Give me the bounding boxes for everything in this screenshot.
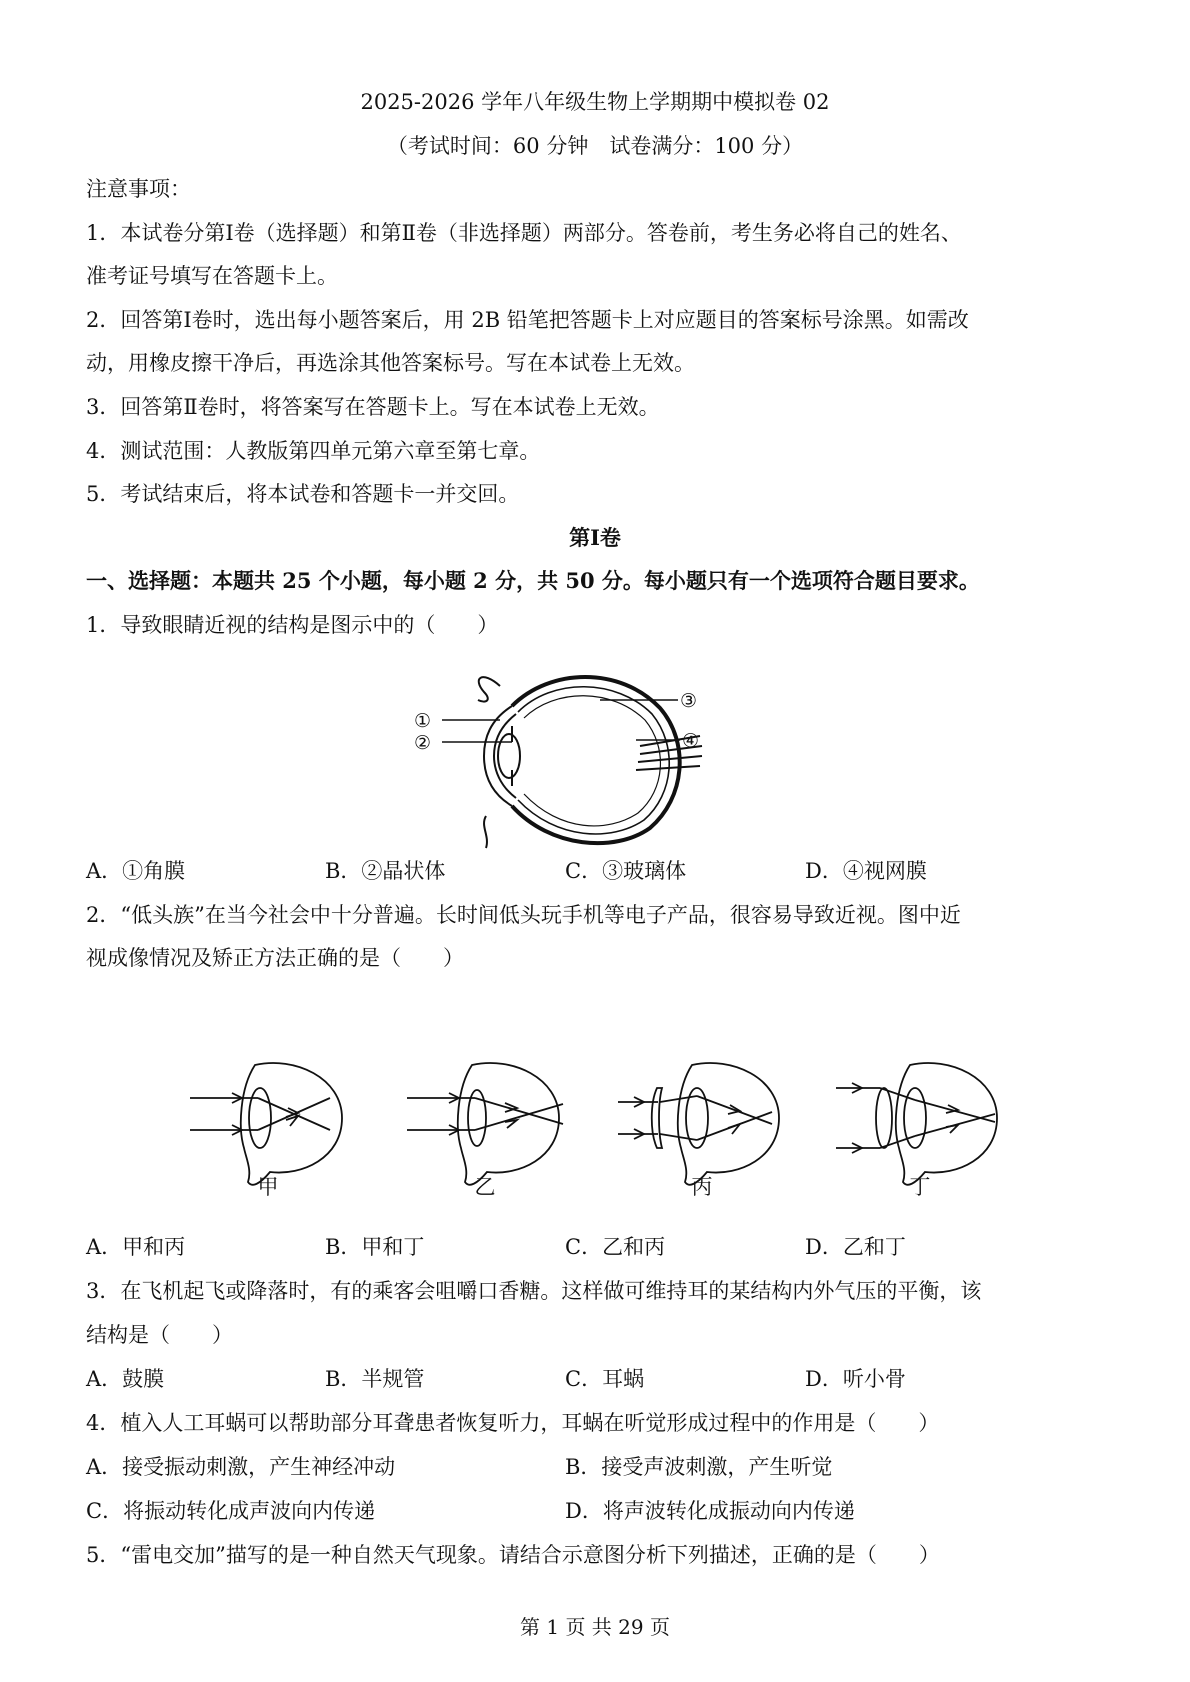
question-2-stem-line-2: 视成像情况及矫正方法正确的是（ ） — [86, 946, 464, 970]
notice-item: 准考证号填写在答题卡上。 — [86, 264, 338, 288]
notice-item: 4．测试范围：人教版第四单元第六章至第七章。 — [86, 439, 541, 463]
question-4-option-b: B．接受声波刺激，产生听觉 — [565, 1455, 833, 1479]
eye-structure-diagram — [400, 648, 720, 858]
notice-heading: 注意事项： — [86, 177, 191, 201]
question-2-option-d: D．乙和丁 — [805, 1235, 906, 1259]
question-1-option-b: B．②晶状体 — [325, 859, 446, 883]
question-2-option-b: B．甲和丁 — [325, 1235, 425, 1259]
question-5-stem: 5．“雷电交加”描写的是一种自然天气现象。请结合示意图分析下列描述，正确的是（ ） — [86, 1543, 940, 1567]
question-4-option-c: C．将振动转化成声波向内传递 — [86, 1499, 376, 1523]
question-3-stem-line-1: 3．在飞机起飞或降落时，有的乘客会咀嚼口香糖。这样做可维持耳的某结构内外气压的平衡，该 — [86, 1279, 982, 1303]
question-3-option-c: C．耳蜗 — [565, 1367, 645, 1391]
page-footer: 第 1 页 共 29 页 — [520, 1615, 670, 1639]
question-1-stem: 1．导致眼睛近视的结构是图示中的（ ） — [86, 613, 499, 637]
vision-diagram-jia — [180, 1058, 360, 1196]
section-title: 第Ⅰ卷 — [569, 525, 621, 550]
question-2-stem-line-1: 2．“低头族”在当今社会中十分普遍。长时间低头玩手机等电子产品，很容易导致近视。图中近 — [86, 903, 961, 927]
vision-label-bing: 丙 — [691, 1175, 713, 1196]
eye-label-3: ③ — [680, 690, 698, 712]
question-3-stem-line-2: 结构是（ ） — [86, 1323, 233, 1347]
eye-label-1: ① — [414, 710, 432, 732]
vision-label-jia: 甲 — [257, 1175, 279, 1196]
notice-item: 5．考试结束后，将本试卷和答题卡一并交回。 — [86, 482, 520, 506]
question-1-option-a: A．①角膜 — [86, 859, 186, 883]
question-1-option-c: C．③玻璃体 — [565, 859, 687, 883]
question-3-option-a: A．鼓膜 — [86, 1367, 165, 1391]
vision-label-ding: 丁 — [909, 1175, 931, 1196]
question-1-option-d: D．④视网膜 — [805, 859, 927, 883]
question-4-option-d: D．将声波转化成振动向内传递 — [565, 1499, 855, 1523]
exam-title: 2025-2026 学年八年级生物上学期期中模拟卷 02 — [360, 90, 830, 114]
question-2-option-c: C．乙和丙 — [565, 1235, 666, 1259]
notice-item: 2．回答第Ⅰ卷时，选出每小题答案后，用 2B 铅笔把答题卡上对应题目的答案标号涂黑。如需改 — [86, 308, 969, 332]
question-2-option-a: A．甲和丙 — [86, 1235, 186, 1259]
question-4-option-a: A．接受振动刺激，产生神经冲动 — [86, 1455, 396, 1479]
vision-diagram-yi — [397, 1058, 577, 1196]
eye-label-2: ② — [414, 732, 432, 754]
vision-diagram-ding — [830, 1058, 1010, 1196]
vision-label-yi: 乙 — [474, 1175, 496, 1196]
question-3-option-d: D．听小骨 — [805, 1367, 906, 1391]
question-4-stem: 4．植入人工耳蜗可以帮助部分耳聋患者恢复听力，耳蜗在听觉形成过程中的作用是（ ） — [86, 1411, 940, 1435]
section-instruction: 一、选择题：本题共 25 个小题，每小题 2 分，共 50 分。每小题只有一个选项符合题目要求。 — [86, 568, 980, 593]
question-3-option-b: B．半规管 — [325, 1367, 425, 1391]
eye-label-4: ④ — [682, 730, 700, 752]
notice-item: 1．本试卷分第Ⅰ卷（选择题）和第Ⅱ卷（非选择题）两部分。答卷前，考生务必将自己的姓名、 — [86, 221, 962, 245]
vision-diagram-bing — [612, 1058, 792, 1196]
exam-subtitle: （考试时间：60 分钟 试卷满分：100 分） — [386, 134, 804, 158]
notice-item: 3．回答第Ⅱ卷时，将答案写在答题卡上。写在本试卷上无效。 — [86, 395, 660, 419]
notice-item: 动，用橡皮擦干净后，再选涂其他答案标号。写在本试卷上无效。 — [86, 351, 695, 375]
